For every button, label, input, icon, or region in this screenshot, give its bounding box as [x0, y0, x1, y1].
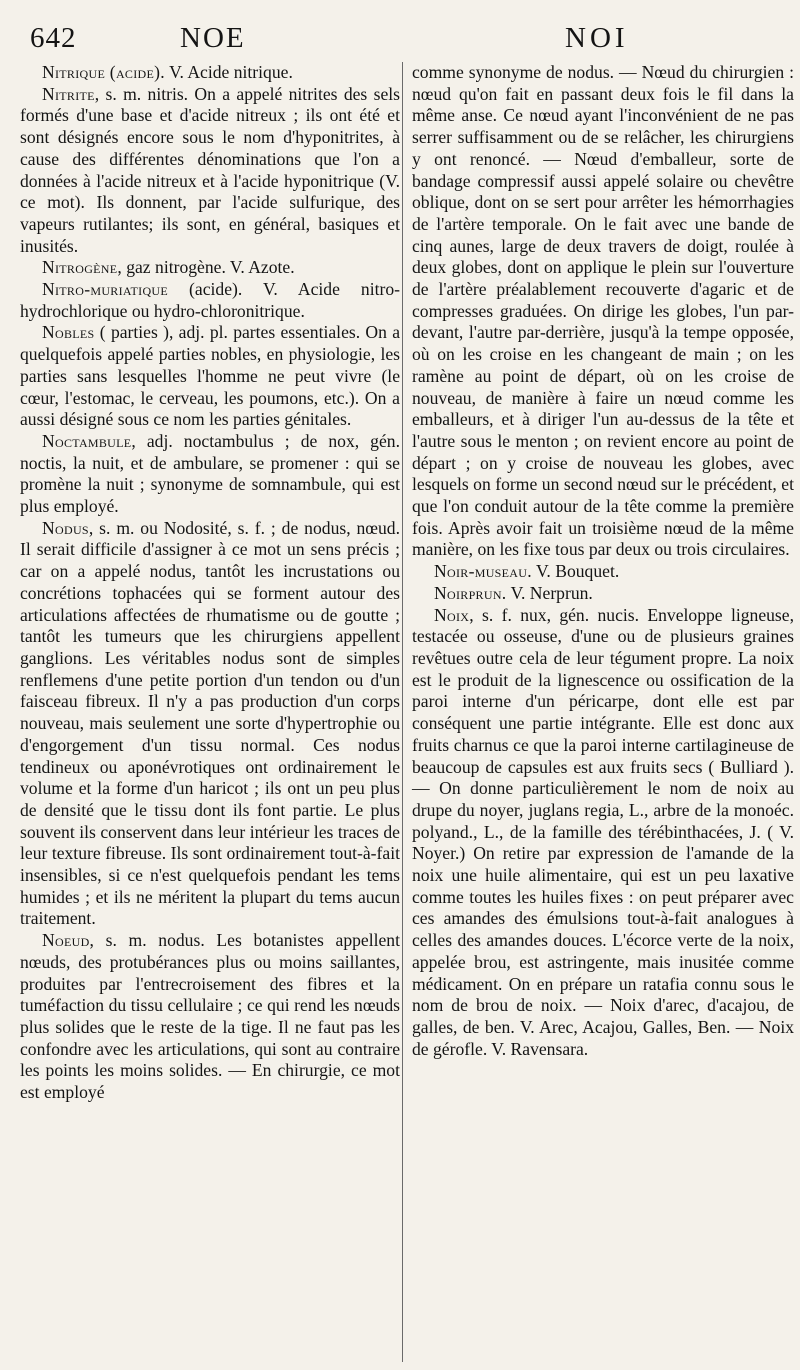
entry-headword: Nitrite: [42, 83, 95, 104]
page-header: [0, 22, 800, 62]
entry-nitrogene: [20, 257, 400, 279]
entry-noeud: [20, 930, 400, 1104]
entry-text: V. Acide nitrique.: [164, 62, 293, 82]
entry-headword: Noir-museau.: [434, 561, 532, 582]
entry-headword: Nitro-muriatique: [42, 279, 169, 300]
entry-text: (acide). V. Acide nitro-hydrochlorique ou hydro-chloronitrique.: [20, 279, 400, 321]
entry-text: , s. f. nux, gén. nucis. Enveloppe ligneuse, testacée ou osseuse, d'une ou de plusieurs graines revêtues outre cela de leur tégument propre. La noix est le produit de la lignescence ou ossification de la paroi interne d'un péricarpe, dont elle est par conséquent une partie intégrante. Elle est donc aux fruits charnus ce que la paroi interne cartilagineuse de beaucoup de capsules est aux fruits secs ( Bulliard ). — On donne particulièrement le nom de noix au drupe du noyer, juglans regia, L., arbre de la monoéc. polyand., L., de la famille des térébinthacées, J. ( V. Noyer.) On retire par expression de l'amande de la noix une huile alimentaire, qui est un peu laxative comme toutes les huiles fixes : on peut préparer avec ces amandes des émulsions tout-à-fait analogues à celles des amandes douces. L'écorce verte de la noix, appelée brou, est astringente, mais inusitée comme médicament. On en prépare un ratafia connu sous le nom de brou de noix. — Noix d'arec, d'acajou, de galles, de ben. V. Arec, Acajou, Galles, Ben. — Noix de gérofle. V. Ravensara.: [412, 604, 794, 1059]
entry-noctambule: [20, 431, 400, 518]
entry-text: V. Bouquet.: [531, 561, 620, 582]
entry-headword: Nitrique (acide).: [42, 62, 165, 82]
entry-nitro-muriatique: [20, 279, 400, 322]
entry-noeud-continued: [412, 62, 794, 561]
entry-headword: Nobles: [42, 322, 95, 343]
entry-nitrite: [20, 84, 400, 258]
entry-headword: Noctambule: [42, 430, 132, 451]
entry-text: , adj. noctambulus ; de nox, gén. noctis, la nuit, et de ambulare, se promener : qui se promène la nuit ; synonyme de somnambule, qui est plus employé.: [20, 430, 400, 517]
entry-noir-museau: [412, 561, 794, 583]
page-number: 642: [30, 22, 77, 54]
entry-nobles: [20, 322, 400, 431]
entry-headword: Noix: [434, 604, 470, 625]
entry-noix: [412, 605, 794, 1061]
right-column: [412, 62, 794, 1060]
entry-nodus: [20, 518, 400, 930]
entry-nitrique: [20, 62, 400, 84]
entry-text: , gaz nitrogène. V. Azote.: [117, 257, 295, 278]
entry-headword: Nitrogène: [42, 257, 118, 278]
entry-headword: Noeud: [42, 930, 90, 951]
entry-text: , s. m. nitris. On a appelé nitrites des sels formés d'une base et d'acide nitreux ; ils ont été et sont désignés encore sous le nom d'hyponitrites, à cause des différentes dénominations que l'on a données à l'acide nitreux et à l'acide hyponitrique (V. ce mot). Ils donnent, par l'acide sulfurique, des vapeurs rutilantes; ils sont, en général, basiques et inusités.: [20, 83, 400, 256]
entry-text: ( parties ), adj. pl. partes essentiales. On a quelquefois appelé parties nobles, en physiologie, les parties sans lesquelles l'homme ne peut vivre (le cœur, l'estomac, le cerveau, les poumons, etc.). On a aussi désigné sous ce nom les parties génitales.: [20, 322, 400, 430]
left-running-head: NOE: [180, 22, 246, 54]
right-running-head: NOI: [565, 22, 629, 54]
entry-headword: Noirprun.: [434, 582, 507, 603]
entry-text: , s. m. nodus. Les botanistes appellent nœuds, des protubérances plus ou moins saillantes, produites par l'entrecroisement des fibres et la tuméfaction du tissu cellulaire ; ce qui rend les nœuds plus solides que le reste de la tige. Il ne faut pas les confondre avec les articulations, qui sont au contraire les points les moins solides. — En chirurgie, ce mot est employé: [20, 930, 400, 1103]
entry-headword: Nodus: [42, 517, 89, 538]
entry-text: comme synonyme de nodus. — Nœud du chirurgien : nœud qu'on fait en passant deux fois le fil dans la même anse. Ce nœud ayant l'inconvénient de ne pas serrer suffisamment ou de se relâcher, les chirurgiens y ont renoncé. — Nœud d'emballeur, sorte de bandage compressif aussi appelé solaire ou chevêtre oblique, dont on se sert pour arrêter les hémorrhagies de l'artère temporale. On le fait avec une bande de cinq aunes, large de deux travers de doigt, roulée à deux globes, dont on applique le plein sur l'ouverture de l'artère préalablement recouverte d'agaric et de compresses graduées. On dirige les globes, l'un par-devant, l'autre par-derrière, jusqu'à la tempe opposée, où on les croise en les changeant de main ; on les ramène au point de départ, où on les croise de nouveau, de manière à faire un nœud comme les emballeurs, et à diriger l'un au-dessus de la tête et l'autre sous le menton ; on revient encore au point de départ ; on y croise de nouveau les globes, avec lesquels on forme un second nœud sur le précédent, et que l'on conduit autour de la tête comme la première fois. Après avoir fait un troisième nœud de la même manière, on les fixe tous par deux ou trois circulaires.: [412, 62, 794, 560]
entry-text: V. Nerprun.: [506, 582, 593, 603]
entry-text: , s. m. ou Nodosité, s. f. ; de nodus, nœud. Il serait difficile d'assigner à ce mot un sens précis ; car on a appelé nodus, tantôt les incrustations ou concrétions tophacées qui se forment autour des articulations affectées de rhumatisme ou de goutte ; tantôt les tumeurs que les chirurgiens appellent ganglions. Les véritables nodus sont de simples renflemens d'une petite portion d'un tendon ou d'un faisceau fibreux. Il n'y a pas production d'un corps nouveau, mais seulement une sorte d'hypertrophie ou d'engorgement d'un tissu normal. Ces nodus tendineux ou aponévrotiques ont ordinairement le volume et la forme d'un haricot ; ils ont un peu plus de densité que le tissu dont ils font partie. Le plus souvent ils conservent dans leur intérieur les traces de leur texture fibreuse. Ils sont ordinairement tout-à-fait insensibles, si ce n'est quelquefois pendant les tems humides ; et ils ne méritent la plupart du tems aucun traitement.: [20, 517, 400, 929]
entry-noirprun: [412, 583, 794, 605]
left-column: [20, 62, 400, 1104]
column-divider: [402, 62, 403, 1362]
